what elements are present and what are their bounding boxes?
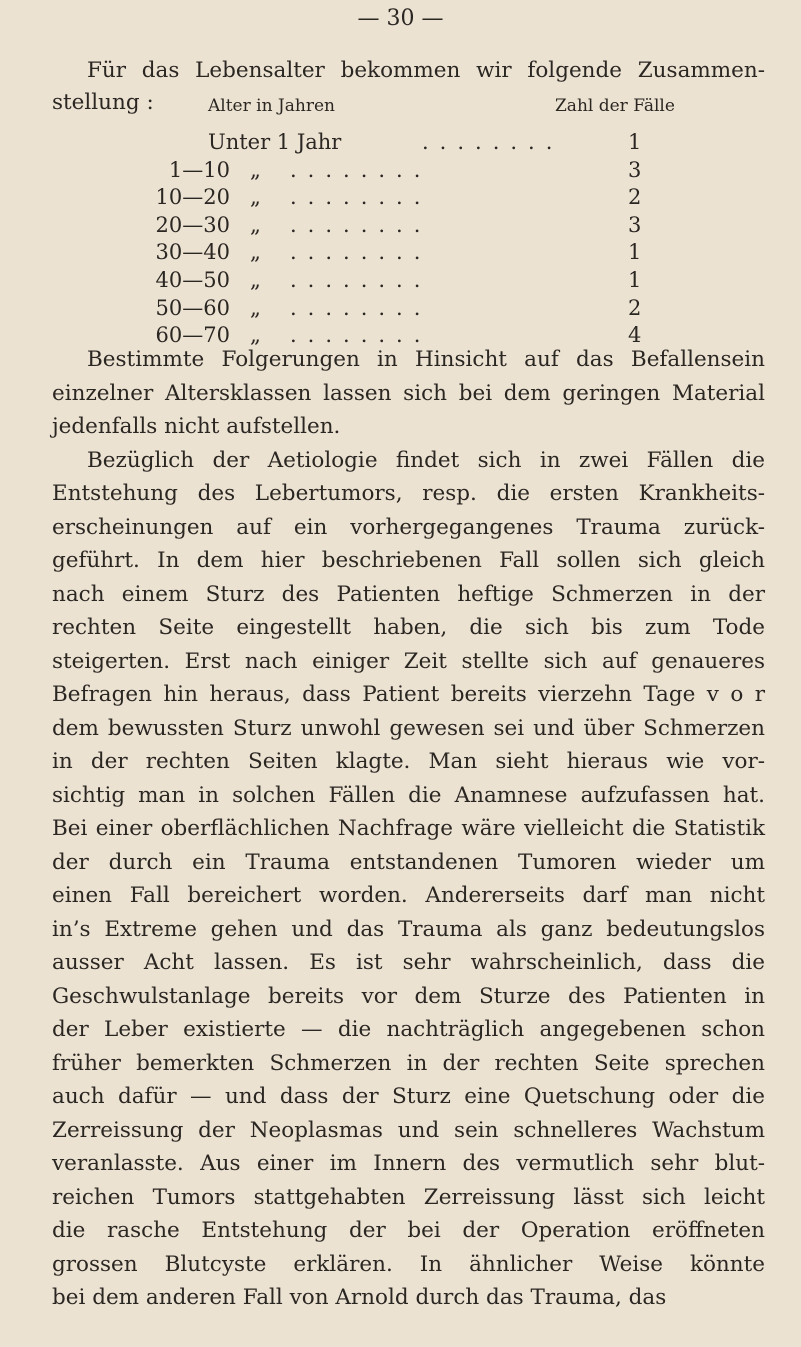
text-line: jedenfalls nicht aufstellen.: [52, 414, 341, 439]
leader-dots: ........: [290, 268, 432, 292]
table-row: [160, 157, 642, 186]
table-row: [160, 130, 642, 158]
ditto-mark: „: [250, 240, 261, 265]
text-line: Befragen hin heraus, dass Patient bereits vierzehn Tage v o r: [52, 682, 765, 707]
text-line: Bestimmte Folgerungen in Hinsicht auf das Befallensein: [87, 347, 765, 372]
leader-dots: ........: [290, 240, 432, 265]
text-line: sichtig man in solchen Fällen die Anamnese aufzufassen hat.: [52, 782, 765, 808]
ditto-mark: „: [250, 185, 261, 210]
text-line: einen Fall bereichert worden. Andererseits darf man nicht: [52, 883, 765, 908]
table-row: [155, 240, 642, 268]
leader-dots: ........: [290, 295, 432, 320]
leader-dots: ........: [290, 185, 432, 210]
text-line: geführt. In dem hier beschriebenen Fall sollen sich gleich: [52, 548, 765, 573]
text-line: rechten Seite eingestellt haben, die sich bis zum Tode: [52, 615, 765, 640]
text-line: in der rechten Seiten klagte. Man sieht hieraus wie vor-: [52, 749, 765, 774]
case-count: 3: [628, 212, 642, 237]
age-range: 10—20: [155, 185, 230, 210]
age-range: 20—30: [155, 212, 230, 237]
text-line: die rasche Entstehung der bei der Operation eröffneten: [52, 1218, 765, 1243]
text-line: einzelner Altersklassen lassen sich bei dem geringen Material: [52, 380, 765, 406]
table-header-count: Zahl der Fälle: [555, 96, 675, 116]
text-line: der Leber existierte — die nachträglich angegebenen schon: [52, 1017, 765, 1042]
text-line: Entstehung des Lebertumors, resp. die ersten Krankheits-: [52, 481, 765, 506]
case-count: 4: [628, 323, 642, 348]
intro-line: Für das Lebensalter bekommen wir folgende Zusammen-: [87, 58, 765, 83]
text-line: grossen Blutcyste erklären. In ähnlicher Weise könnte: [52, 1251, 765, 1277]
text-line: bei dem anderen Fall von Arnold durch das Trauma, das: [52, 1285, 667, 1310]
text-line: in’s Extreme gehen und das Trauma als ganz bedeutungslos: [52, 916, 765, 942]
text-line: Zerreissung der Neoplasmas und sein schnelleres Wachstum: [52, 1117, 765, 1143]
text-line: reichen Tumors stattgehabten Zerreissung lässt sich leicht: [52, 1184, 765, 1210]
ditto-mark: „: [250, 268, 261, 292]
leader-dots: ........: [290, 157, 432, 182]
text-line: der durch ein Trauma entstandenen Tumoren wieder um: [52, 849, 765, 875]
text-line: Bei einer oberflächlichen Nachfrage wäre vielleicht die Statistik: [52, 816, 765, 841]
intro-line: stellung :: [52, 90, 154, 115]
text-line: Bezüglich der Aetiologie findet sich in zwei Fällen die: [87, 447, 765, 473]
table-row: [155, 295, 642, 324]
case-count: 2: [628, 185, 642, 210]
text-line: ausser Acht lassen. Es ist sehr wahrscheinlich, dass die: [52, 950, 765, 975]
text-line: Geschwulstanlage bereits vor dem Sturze des Patienten in: [52, 983, 765, 1009]
case-count: 2: [628, 295, 642, 320]
table-header-age: Alter in Jahren: [208, 96, 335, 116]
ditto-mark: „: [250, 212, 261, 237]
text-line: auch dafür — und dass der Sturz eine Quetschung oder die: [52, 1084, 765, 1109]
age-range: 50—60: [155, 295, 230, 320]
age-range: 30—40: [155, 240, 230, 265]
leader-dots: ........: [290, 212, 432, 237]
leader-dots: ........: [290, 323, 432, 348]
age-range: 40—50: [155, 268, 230, 292]
table-row: [155, 185, 642, 213]
ditto-mark: „: [250, 157, 261, 182]
text-line: dem bewussten Sturz unwohl gewesen sei und über Schmerzen: [52, 715, 765, 741]
leader-dots: ........: [422, 130, 564, 154]
case-count: 3: [628, 157, 642, 182]
case-count: 1: [628, 130, 642, 154]
age-range: 60—70: [155, 323, 230, 348]
case-count: 1: [628, 240, 642, 265]
text-line: steigerten. Erst nach einiger Zeit stellte sich auf genaueres: [52, 648, 765, 674]
text-line: veranlasste. Aus einer im Innern des vermutlich sehr blut-: [52, 1151, 765, 1176]
text-line: erscheinungen auf ein vorhergegangenes Trauma zurück-: [52, 514, 765, 540]
table-row: [155, 268, 642, 296]
ditto-mark: „: [250, 323, 261, 348]
text-line: früher bemerkten Schmerzen in der rechten Seite sprechen: [52, 1050, 765, 1076]
ditto-mark: „: [250, 295, 261, 320]
age-range: 1—10: [168, 157, 230, 182]
text-line: nach einem Sturz des Patienten heftige Schmerzen in der: [52, 581, 765, 607]
age-range: Unter 1 Jahr: [208, 130, 342, 154]
case-count: 1: [628, 268, 642, 292]
page-number: — 30 —: [357, 6, 444, 31]
table-row: [155, 212, 642, 241]
